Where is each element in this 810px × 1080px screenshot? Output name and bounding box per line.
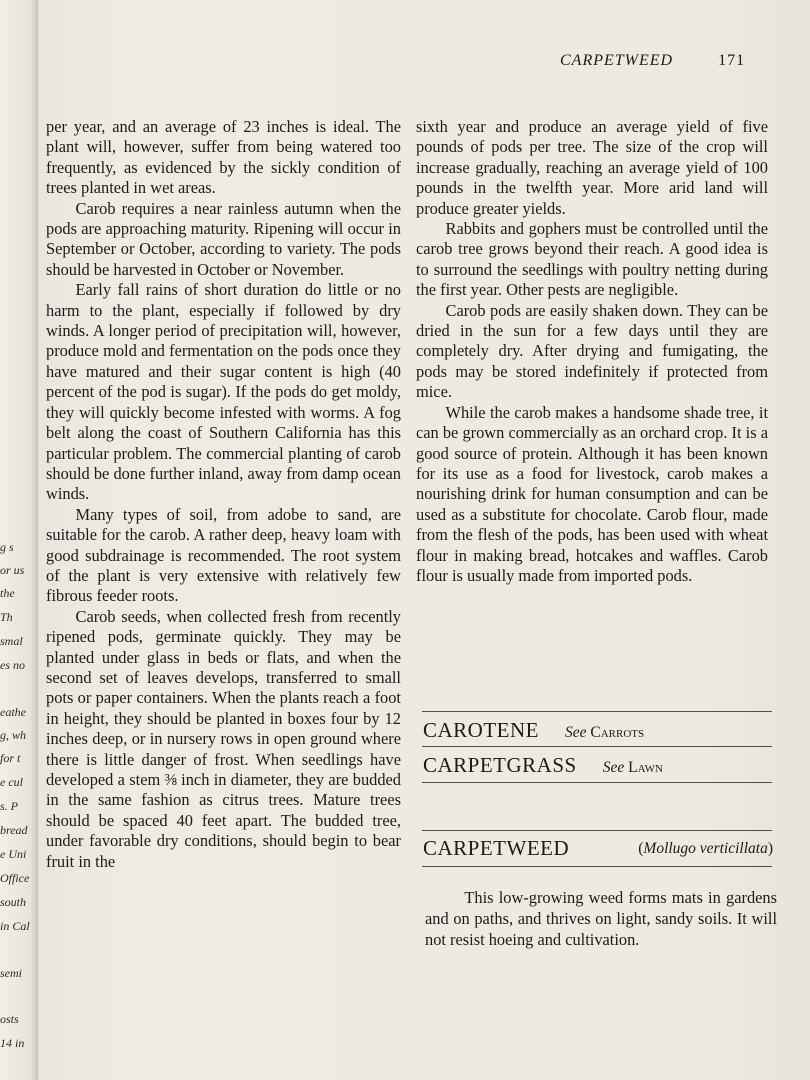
cross-reference <box>603 759 663 776</box>
right-column <box>416 117 768 586</box>
edge-fragment: s. P <box>0 799 18 813</box>
divider-rule <box>422 866 772 867</box>
page-number: 171 <box>718 52 746 69</box>
see-label: See <box>602 759 625 776</box>
entry-body <box>425 887 777 950</box>
running-header <box>560 52 745 70</box>
entry-carpetweed <box>423 836 773 861</box>
entry-headword: CARPETWEED <box>423 836 570 860</box>
paragraph: While the carob makes a handsome shade tree, it can be grown commercially as an orchard crop. It is a good source of protein. Although it has been known for its use as a food for livestock, carob makes a nourishing drink for human consumption and can be used as a substitute for chocolate. Carob flour, made from the flesh of the pods, has been used with wheat flour in making bread, hotcakes and waffles. Carob flour is usually made from imported pods. <box>416 402 768 585</box>
paragraph: Many types of soil, from adobe to sand, are suitable for the carob. A rather deep, heavy loam with good subdrainage is recommended. The root system of the plant is very extensive with relatively few fibrous feeder roots. <box>46 504 401 606</box>
edge-fragment: e Uni <box>0 847 27 861</box>
entry-headword: CAROTENE <box>423 718 539 742</box>
entry-carpetgrass <box>423 753 773 778</box>
edge-fragment: or us <box>0 563 25 577</box>
paragraph: sixth year and produce an average yield of five pounds of pods per tree. The size of the crop will increase gradually, reaching an average yield of 100 pounds in the twelfth year. More arid land will produce greater yields. <box>416 117 768 218</box>
entry-carotene <box>423 718 773 743</box>
paragraph: Carob pods are easily shaken down. They can be dried in the sun for a few days until they are completely dry. After drying and fumigating, the pods may be stored indefinitely if protected from mice. <box>416 300 768 402</box>
paragraph: Early fall rains of short duration do little or no harm to the plant, especially if followed by dry winds. A longer period of precipitation will, however, produce mold and fermentation on the pods once they have matured and their sugar content is high (40 percent of the pod is sugar). If the pods do get moldy, they will quickly become infested with worms. A fog belt along the coast of Southern California has this particular problem. The commercial planting of carob should be done further inland, away from damp ocean winds. <box>46 280 401 504</box>
divider-rule <box>422 746 772 747</box>
edge-fragment: osts <box>0 1012 19 1026</box>
edge-fragment: south <box>0 895 27 909</box>
divider-rule <box>422 782 772 783</box>
paragraph: per year, and an average of 23 inches is ideal. The plant will, however, suffer from being watered too frequently, as evidenced by the sickly condition of trees planted in wet areas. <box>46 117 401 198</box>
edge-fragment: for t <box>0 751 21 765</box>
paragraph: Rabbits and gophers must be controlled until the carob tree grows beyond their reach. A good idea is to surround the seedlings with poultry netting during the first year. Other pests are negligible. <box>416 219 768 300</box>
running-headword: CARPETWEED <box>560 52 674 69</box>
divider-rule <box>422 830 772 831</box>
scientific-name-text: Mollugo verticillata <box>643 840 768 857</box>
edge-fragment: g, wh <box>0 728 27 742</box>
paragraph: Carob requires a near rainless autumn when the pods are approaching maturity. Ripening will occur in September or October, according to variety. The pods should be harvested in October or November. <box>46 198 401 279</box>
previous-page-edge <box>0 0 38 1080</box>
edge-fragment: bread <box>0 823 28 837</box>
left-column <box>46 117 401 872</box>
edge-fragment: smal <box>0 634 23 648</box>
see-label: See <box>565 724 587 741</box>
edge-fragment: semi <box>0 966 22 980</box>
paragraph: Carob seeds, when collected fresh from recently ripened pods, germinate quickly. They may be planted under glass in beds or flats, and when the second set of leaves develops, transferred to small pots or paper containers. When the plants reach a foot in height, they should be planted in boxes four by 12 inches deep, or in nursery rows in open ground where there is little danger of frost. When seedlings have developed a stem ⅜ inch in diameter, they are budded in the same fashion as citrus trees. Mature trees should be spaced 40 feet apart. The budded tree, under favorable dry conditions, should begin to bear fruit in the <box>46 606 401 871</box>
edge-fragment: Office <box>0 871 30 885</box>
entry-headword: CARPETGRASS <box>423 753 577 777</box>
edge-fragment: g s <box>0 540 14 554</box>
see-target: Carrots <box>590 724 645 741</box>
edge-fragment: eathe <box>0 705 26 719</box>
scientific-name: (Mollugo verticillata) <box>638 840 773 857</box>
edge-fragment: es no <box>0 658 25 672</box>
edge-fragment: in Cal <box>0 919 30 933</box>
edge-fragment: the <box>0 586 15 600</box>
edge-fragment: 14 in <box>0 1036 25 1050</box>
cross-reference <box>565 724 644 741</box>
edge-fragment: e cul <box>0 775 23 789</box>
edge-fragment: Th <box>0 610 13 624</box>
paragraph: This low-growing weed forms mats in gardens and on paths, and thrives on light, sandy soils. It will not resist hoeing and cultivation. <box>425 888 777 949</box>
see-target: Lawn <box>628 759 663 776</box>
divider-rule <box>422 711 772 712</box>
